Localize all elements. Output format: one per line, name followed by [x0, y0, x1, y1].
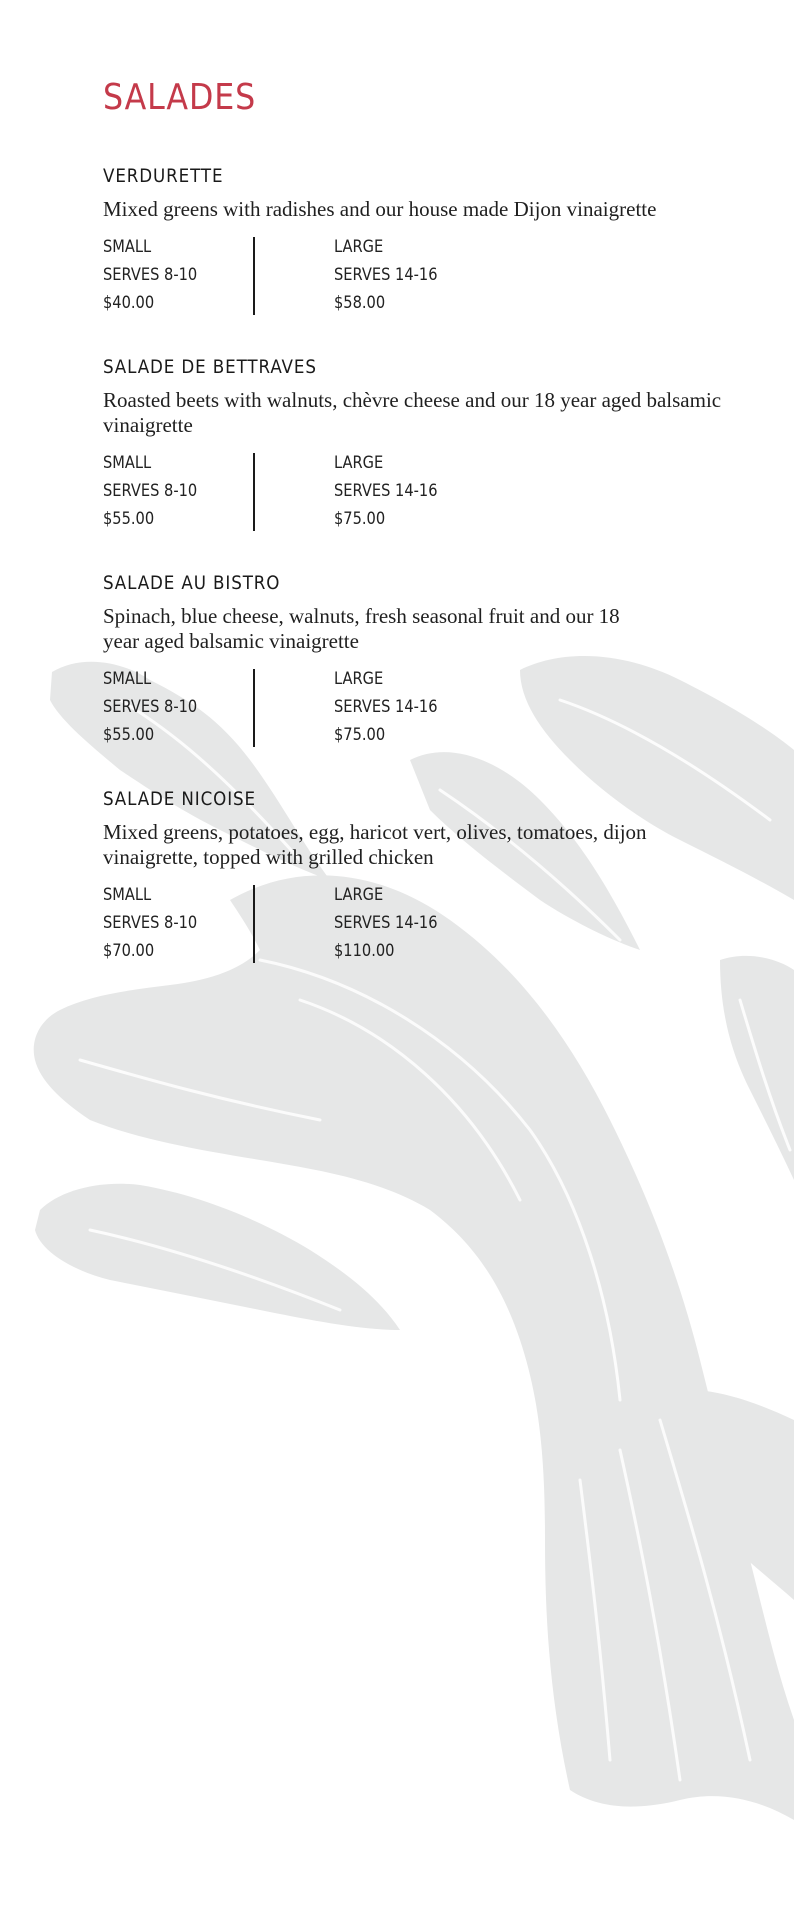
size-large	[255, 665, 454, 749]
size-large	[255, 233, 454, 317]
size-label: LARGE	[334, 237, 384, 257]
size-price: $55.00	[103, 725, 155, 745]
menu-item-verdurette	[103, 164, 743, 317]
size-price: $75.00	[334, 725, 386, 745]
size-price: $70.00	[103, 941, 155, 961]
size-price: $75.00	[334, 509, 386, 529]
size-label: LARGE	[334, 669, 384, 689]
size-small	[103, 233, 253, 317]
size-serves: SERVES 14-16	[334, 265, 438, 285]
size-label: LARGE	[334, 885, 384, 905]
size-serves: SERVES 8-10	[103, 481, 198, 501]
size-options	[103, 665, 743, 749]
menu-item-salade-de-bettraves	[103, 355, 743, 533]
size-large	[255, 449, 454, 533]
size-small	[103, 881, 253, 965]
size-price: $58.00	[334, 293, 386, 313]
size-label: SMALL	[103, 453, 152, 473]
item-name: SALADE DE BETTRAVES	[103, 356, 317, 378]
menu-content	[0, 0, 743, 965]
size-options	[103, 449, 743, 533]
size-serves: SERVES 8-10	[103, 265, 198, 285]
item-name: SALADE AU BISTRO	[103, 572, 281, 594]
size-serves: SERVES 8-10	[103, 697, 198, 717]
menu-item-salade-nicoise	[103, 787, 743, 965]
size-label: LARGE	[334, 453, 384, 473]
size-label: SMALL	[103, 885, 152, 905]
size-price: $110.00	[334, 941, 395, 961]
size-label: SMALL	[103, 669, 152, 689]
menu-item-salade-au-bistro	[103, 571, 743, 749]
size-price: $40.00	[103, 293, 155, 313]
size-price: $55.00	[103, 509, 155, 529]
size-serves: SERVES 14-16	[334, 913, 438, 933]
size-serves: SERVES 8-10	[103, 913, 198, 933]
size-serves: SERVES 14-16	[334, 697, 438, 717]
size-small	[103, 449, 253, 533]
size-options	[103, 233, 743, 317]
item-name: SALADE NICOISE	[103, 788, 256, 810]
size-options	[103, 881, 743, 965]
item-description: Mixed greens, potatoes, egg, haricot vert, olives, tomatoes, dijon vinaigrette, topped with grilled chicken	[103, 820, 647, 869]
item-description: Mixed greens with radishes and our house made Dijon vinaigrette	[103, 197, 657, 221]
item-description: Roasted beets with walnuts, chèvre cheese and our 18 year aged balsamic vinaigrette	[103, 388, 722, 437]
section-title: SALADES	[103, 77, 257, 118]
item-description: Spinach, blue cheese, walnuts, fresh seasonal fruit and our 18 year aged balsamic vinaigrette	[103, 604, 620, 653]
size-serves: SERVES 14-16	[334, 481, 438, 501]
item-name: VERDURETTE	[103, 165, 224, 187]
size-small	[103, 665, 253, 749]
size-large	[255, 881, 454, 965]
size-label: SMALL	[103, 237, 152, 257]
